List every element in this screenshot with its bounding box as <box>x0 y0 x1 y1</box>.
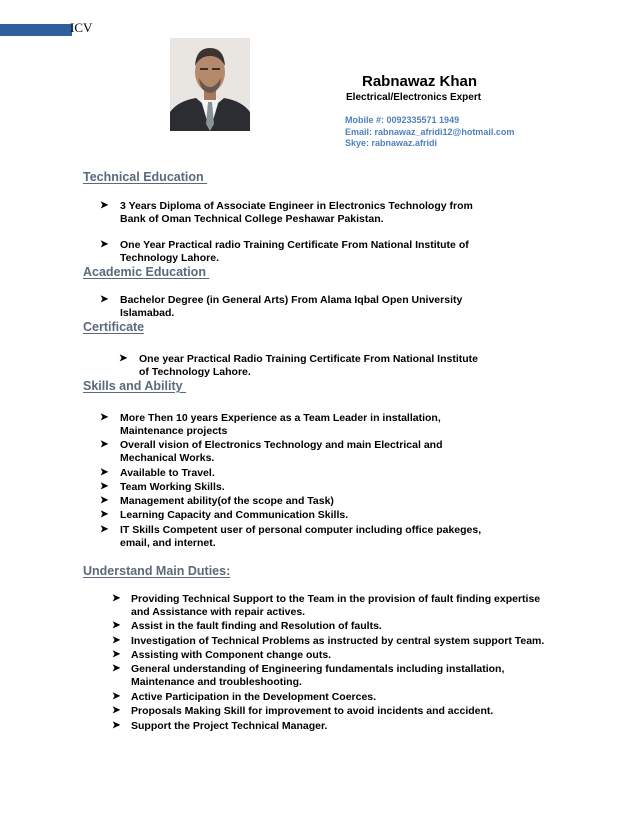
list-item-line: of Technology Lahore. <box>139 366 251 378</box>
section-heading-duties: Understand Main Duties: <box>83 564 231 578</box>
list-item <box>100 524 481 550</box>
list-item <box>112 593 540 619</box>
arrow-bullet-icon: ➤ <box>100 509 109 520</box>
list-item <box>100 467 215 480</box>
arrow-bullet-icon: ➤ <box>112 691 121 702</box>
arrow-bullet-icon: ➤ <box>112 720 121 731</box>
arrow-bullet-icon: ➤ <box>100 524 109 535</box>
header-marker: ICV <box>70 20 93 35</box>
list-item-line: IT Skills Competent user of personal computer including office pakeges, <box>120 524 482 536</box>
header-color-bar <box>0 24 72 36</box>
profile-photo <box>170 38 250 131</box>
list-item-line: Available to Travel. <box>120 467 215 479</box>
arrow-bullet-icon: ➤ <box>100 467 109 478</box>
contact-mobile: Mobile #: 0092335571 1949 <box>345 115 460 125</box>
list-item-line: and Assistance with repair actives. <box>131 606 306 618</box>
list-item-line: One Year Practical radio Training Certificate From National Institute of <box>120 239 469 251</box>
list-item-line: Technology Lahore. <box>120 252 219 264</box>
list-item <box>100 412 441 438</box>
section-heading-certificate: Certificate <box>83 320 145 334</box>
list-item <box>100 200 473 226</box>
list-item-line: Active Participation in the Development Coerces. <box>131 691 377 703</box>
list-item <box>112 649 331 662</box>
list-item <box>100 495 334 508</box>
list-item <box>112 705 493 718</box>
list-item <box>100 294 462 320</box>
arrow-bullet-icon: ➤ <box>100 439 109 450</box>
list-item <box>100 439 442 465</box>
arrow-bullet-icon: ➤ <box>100 495 109 506</box>
arrow-bullet-icon: ➤ <box>119 353 128 364</box>
list-item <box>112 691 376 704</box>
list-item-line: Support the Project Technical Manager. <box>131 720 328 732</box>
section-heading-skills: Skills and Ability <box>83 379 187 393</box>
list-item <box>112 635 544 648</box>
list-item-line: More Then 10 years Experience as a Team Leader in installation, <box>120 412 441 424</box>
list-item-line: 3 Years Diploma of Associate Engineer in Electronics Technology from <box>120 200 473 212</box>
list-item-line: Mechanical Works. <box>120 452 215 464</box>
arrow-bullet-icon: ➤ <box>100 239 109 250</box>
list-item-line: Maintenance projects <box>120 425 228 437</box>
list-item-line: Maintenance and troubleshooting. <box>131 676 302 688</box>
list-item <box>100 509 348 522</box>
list-item <box>100 481 225 494</box>
list-item-line: Assist in the fault finding and Resolution of faults. <box>131 620 382 632</box>
list-item-line: Learning Capacity and Communication Skills. <box>120 509 349 521</box>
list-item <box>100 239 469 265</box>
section-heading-academic-education: Academic Education <box>83 265 210 279</box>
list-item-line: Overall vision of Electronics Technology and main Electrical and <box>120 439 443 451</box>
list-item <box>119 353 478 379</box>
contact-email: Email: rabnawaz_afridi12@hotmail.com <box>345 127 515 137</box>
list-item <box>112 720 327 733</box>
arrow-bullet-icon: ➤ <box>100 481 109 492</box>
section-heading-technical-education: Technical Education <box>83 170 208 184</box>
contact-skype: Skye: rabnawaz.afridi <box>345 138 438 148</box>
list-item-line: Assisting with Component change outs. <box>131 649 332 661</box>
list-item-line: Providing Technical Support to the Team in the provision of fault finding expertise <box>131 593 541 605</box>
arrow-bullet-icon: ➤ <box>112 593 121 604</box>
candidate-title: Electrical/Electronics Expert <box>346 92 482 103</box>
list-item-line: email, and internet. <box>120 537 216 549</box>
list-item-line: Investigation of Technical Problems as instructed by central system support Team. <box>131 635 545 647</box>
arrow-bullet-icon: ➤ <box>112 663 121 674</box>
arrow-bullet-icon: ➤ <box>112 635 121 646</box>
list-item-line: Proposals Making Skill for improvement to avoid incidents and accident. <box>131 705 494 717</box>
arrow-bullet-icon: ➤ <box>100 412 109 423</box>
list-item <box>112 663 504 689</box>
list-item-line: One year Practical Radio Training Certificate From National Institute <box>139 353 478 365</box>
arrow-bullet-icon: ➤ <box>112 620 121 631</box>
arrow-bullet-icon: ➤ <box>112 705 121 716</box>
list-item <box>112 620 382 633</box>
list-item-line: Management ability(of the scope and Task) <box>120 495 334 507</box>
arrow-bullet-icon: ➤ <box>112 649 121 660</box>
arrow-bullet-icon: ➤ <box>100 200 109 211</box>
arrow-bullet-icon: ➤ <box>100 294 109 305</box>
candidate-name: Rabnawaz Khan <box>362 73 478 90</box>
list-item-line: Bachelor Degree (in General Arts) From Alama Iqbal Open University <box>120 294 463 306</box>
list-item-line: Bank of Oman Technical College Peshawar Pakistan. <box>120 213 384 225</box>
list-item-line: General understanding of Engineering fundamentals including installation, <box>131 663 505 675</box>
list-item-line: Team Working Skills. <box>120 481 225 493</box>
list-item-line: Islamabad. <box>120 307 175 319</box>
